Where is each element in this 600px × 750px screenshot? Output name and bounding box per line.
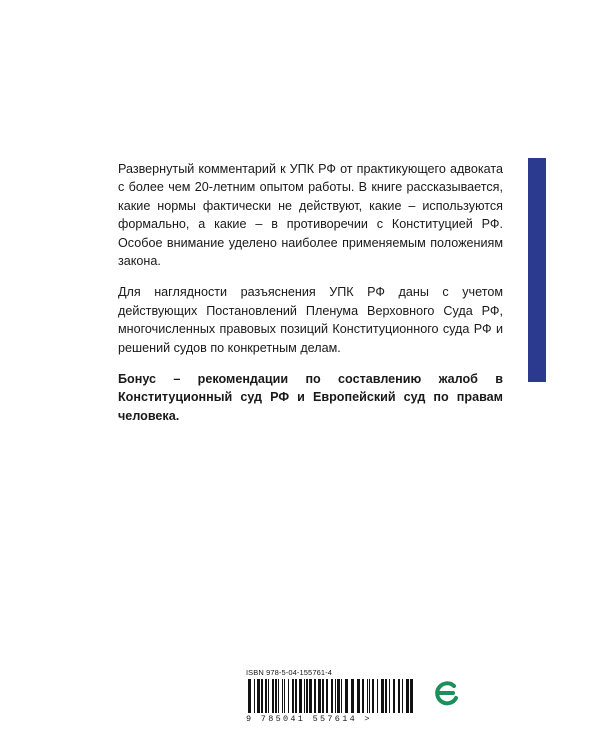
barcode-bar — [322, 679, 324, 713]
barcode-bar — [268, 679, 269, 713]
eksmo-logo-icon — [432, 678, 460, 708]
barcode-bar — [284, 679, 285, 713]
barcode-bar — [341, 679, 342, 713]
barcode-bar — [318, 679, 321, 713]
barcode-bar — [357, 679, 360, 713]
barcode-bar — [292, 679, 294, 713]
barcode-bar — [385, 679, 387, 713]
barcode-digits: 9 785041 557614 > — [246, 714, 372, 724]
barcode-bar — [326, 679, 328, 713]
barcode-bar — [275, 679, 277, 713]
barcode-bar — [335, 679, 336, 713]
isbn-label: ISBN 978-5-04-155761-4 — [246, 668, 333, 677]
annotation-paragraph-1: Развернутый комментарий к УПК РФ от практикующего адвоката с более чем 20-летним опытом работы. В книге рассказывается, какие нормы фактически не действуют, какие – используются формально, а какие – в противоречии с Конституцией РФ. Особое внимание уделено наиболее применяемым положениям закона. — [118, 162, 503, 269]
barcode-bar — [393, 679, 395, 713]
barcode-bar — [369, 679, 370, 713]
barcode-bar — [331, 679, 333, 713]
barcode-bar — [377, 679, 378, 713]
accent-bar — [528, 158, 546, 382]
annotation-bonus-paragraph: Бонус – рекомендации по составлению жалоб в Конституционный суд РФ и Европейский суд по правам человека. — [118, 372, 503, 423]
barcode-bar — [257, 679, 260, 713]
barcode-bar — [367, 679, 368, 713]
barcode-bar — [261, 679, 263, 713]
barcode-bar — [304, 679, 305, 713]
barcode-bar — [306, 679, 308, 713]
barcode-bar — [295, 679, 297, 713]
barcode-bar — [351, 679, 354, 713]
barcode-bar — [254, 679, 255, 713]
barcode-bar — [362, 679, 364, 713]
barcode-bar — [288, 679, 289, 713]
barcode-bar — [398, 679, 400, 713]
annotation-text — [118, 160, 503, 438]
barcode-bar — [282, 679, 283, 713]
barcode-bar — [372, 679, 374, 713]
barcode-bar — [345, 679, 348, 713]
barcode-bar — [309, 679, 312, 713]
barcode — [246, 679, 416, 713]
barcode-bar — [389, 679, 390, 713]
barcode-bar — [272, 679, 274, 713]
barcode-bar — [278, 679, 279, 713]
barcode-bar — [314, 679, 316, 713]
barcode-bar — [248, 679, 251, 713]
annotation-paragraph-2: Для наглядности разъяснения УПК РФ даны с учетом действующих Постановлений Пленума Верховного Суда РФ, многочисленных правовых позиций Конституционного суда РФ и решений судов по конкретным делам. — [118, 285, 503, 355]
barcode-bar — [381, 679, 384, 713]
isbn-block — [246, 668, 418, 724]
barcode-bar — [410, 679, 413, 713]
barcode-bar — [406, 679, 409, 713]
barcode-bar — [265, 679, 267, 713]
barcode-bar — [402, 679, 403, 713]
barcode-bar — [337, 679, 340, 713]
barcode-bar — [299, 679, 302, 713]
